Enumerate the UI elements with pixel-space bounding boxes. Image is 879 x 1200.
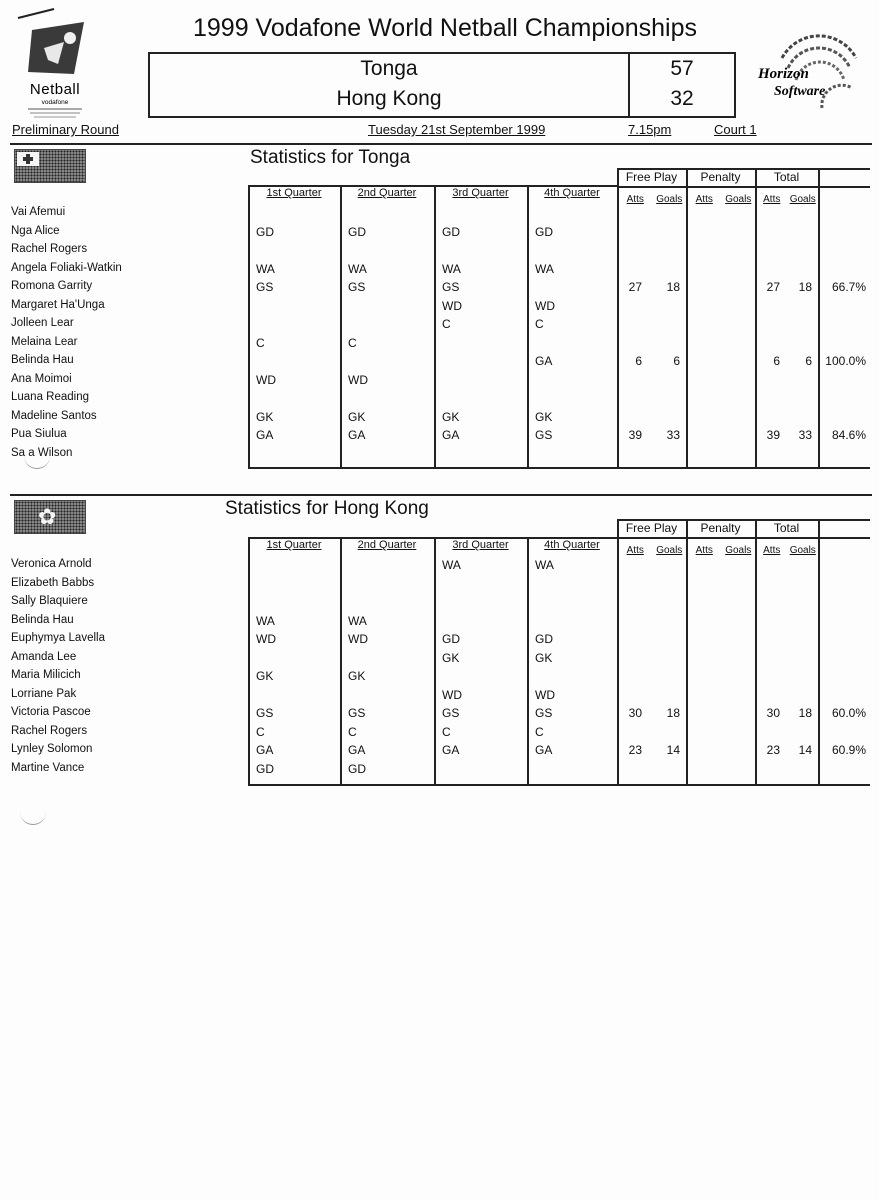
goals-cell: 33 [666,428,680,442]
away-score: 32 [670,87,694,110]
position-cell: GA [348,428,366,442]
punch-hole [20,808,46,825]
position-cell: GS [348,280,366,294]
position-cell: GK [348,409,366,424]
position-cell: GK [256,409,274,424]
table-grid-line [434,537,436,784]
player-name: Melaina Lear [11,335,78,348]
position-cell: GK [535,409,553,424]
player-name: Jolleen Lear [11,317,74,329]
position-cell: GK [348,669,366,683]
quarter-header: 1st Quarter [266,539,322,551]
position-cell: WD [442,687,462,702]
position-cell: C [442,724,451,739]
position-cell: WA [442,558,461,572]
atts-cell: 27 [628,280,642,294]
table-grid-line [818,168,820,186]
player-name: Romona Garrity [11,280,93,292]
atts-cell: 23 [628,743,642,757]
match-date: Tuesday 21st September 1999 [368,122,546,137]
atts-header: Atts [626,545,644,556]
percentage-cell: 84.6% [831,428,866,442]
horizon-word: Horizon [758,66,809,82]
player-name: Veronica Arnold [11,558,92,570]
player-name: Margaret Ha'Unga [11,298,105,311]
player-name: Sa a Wilson [11,446,73,459]
software-word: Software [774,84,826,99]
table-grid-line [617,537,870,539]
quarter-header: 4th Quarter [544,539,600,551]
player-name: Vai Afemui [11,206,66,218]
position-cell: GD [535,224,553,239]
atts-cell: 39 [766,428,780,442]
position-cell: C [256,335,265,350]
table-grid-line [617,186,870,188]
player-name: Ana Moimoi [11,372,72,385]
goals-header: Goals [656,194,683,205]
match-time: 7.15pm [628,122,672,137]
table-grid-line [755,186,757,467]
netball-logo [14,8,96,122]
position-cell: GA [535,354,553,368]
player-name: Euphymya Lavella [11,632,105,644]
player-name: Madeline Santos [11,409,97,422]
position-cell: GD [256,761,274,776]
goals-header: Goals [656,545,683,556]
atts-cell: 39 [628,428,642,442]
table-grid-line [527,537,529,784]
free-play-header: Free Play [625,521,678,535]
quarter-header: 1st Quarter [266,187,322,199]
atts-header: Atts [695,545,713,556]
away-team: Hong Kong [336,87,442,110]
position-cell: C [535,317,544,331]
quarter-header: 4th Quarter [544,187,600,199]
position-cell: GD [256,224,274,239]
table-grid-line [248,537,250,784]
player-name: Victoria Pascoe [11,706,91,718]
table-grid-line [686,537,688,784]
penalty-header: Penalty [700,521,741,535]
position-cell: C [442,317,451,331]
goals-header: Goals [725,545,752,556]
atts-header: Atts [763,545,781,556]
percentage-cell: 60.0% [831,706,866,720]
quarter-header: 3rd Quarter [452,539,509,551]
position-cell: WA [442,261,461,276]
position-cell: GA [442,428,460,442]
position-cell: WA [535,558,554,572]
horizon-software-logo [752,28,862,112]
player-name: Nga Alice [11,224,60,237]
position-cell: GK [256,669,274,683]
position-cell: GA [256,743,274,757]
position-cell: WA [348,613,367,628]
position-cell: C [348,724,357,739]
logo-sub: vodafone [41,99,69,106]
table-grid-line [686,186,688,467]
logo-word: Netball [29,81,81,98]
match-court: Court 1 [714,122,757,137]
table-grid-line [340,185,342,467]
goals-cell: 6 [673,354,680,368]
player-name: Elizabeth Babbs [11,576,95,589]
player-name: Rachel Rogers [11,724,88,737]
goals-cell: 33 [798,428,812,442]
position-cell: GK [442,650,460,665]
position-cell: WA [256,261,275,276]
position-cell: GS [256,280,274,294]
goals-cell: 6 [805,354,812,368]
table-grid-line [818,519,820,537]
position-cell: WA [348,261,367,276]
position-cell: C [256,724,265,739]
player-name: Amanda Lee [11,650,77,663]
section-divider [10,143,872,145]
goals-cell: 14 [666,743,680,757]
position-cell: WD [348,372,368,387]
player-name: Angela Foliaki-Watkin [11,261,122,274]
atts-cell: 30 [628,706,642,720]
player-name: Belinda Hau [11,354,74,366]
player-name: Lynley Solomon [11,743,93,755]
atts-cell: 6 [635,354,642,368]
table-grid-line [340,537,342,784]
table-grid-line [617,186,619,467]
position-cell: WA [256,613,275,628]
player-name: Martine Vance [11,761,85,774]
position-cell: GD [442,224,460,239]
atts-header: Atts [626,194,644,205]
section-title-hong-kong: Statistics for Hong Kong [225,498,429,519]
position-cell: GS [256,706,274,720]
position-cell: WD [256,372,276,387]
table-grid-line [248,784,870,786]
tonga-flag [14,149,86,183]
home-score: 57 [670,57,694,80]
atts-cell: 6 [773,354,780,368]
goals-header: Goals [725,194,752,205]
position-cell: C [535,724,544,739]
player-name: Sally Blaquiere [11,595,88,607]
total-header: Total [773,170,800,184]
position-cell: WA [535,261,554,276]
page-title: 1999 Vodafone World Netball Championships [192,14,698,42]
position-cell: GS [442,280,460,294]
position-cell: GD [348,761,366,776]
atts-header: Atts [695,194,713,205]
table-grid-line [248,185,250,467]
free-play-header: Free Play [625,170,678,184]
percentage-cell: 60.9% [831,743,866,757]
atts-cell: 30 [766,706,780,720]
position-cell: GS [535,428,553,442]
position-cell: C [348,335,357,350]
scoreboard [148,52,736,118]
position-cell: WD [256,632,276,646]
player-name: Belinda Hau [11,613,74,626]
total-header: Total [773,521,800,535]
table-grid-line [434,185,436,467]
position-cell: GA [348,743,366,757]
position-cell: WD [348,632,368,646]
quarter-header: 3rd Quarter [452,187,509,199]
position-cell: GA [256,428,274,442]
table-grid-line [248,467,870,469]
position-cell: WD [535,687,555,702]
position-cell: GD [535,632,553,646]
goals-header: Goals [789,194,816,205]
position-cell: GS [348,706,366,720]
match-round: Preliminary Round [12,122,119,137]
position-cell: GA [535,743,553,757]
player-name: Maria Milicich [11,669,81,681]
percentage-cell: 66.7% [831,280,866,294]
goals-cell: 14 [798,743,812,757]
position-cell: GD [442,632,460,646]
penalty-header: Penalty [700,170,741,184]
atts-cell: 27 [766,280,780,294]
section-title-tonga: Statistics for Tonga [250,147,411,168]
position-cell: GK [535,650,553,665]
atts-header: Atts [763,194,781,205]
percentage-cell: 100.0% [825,354,866,368]
goals-cell: 18 [666,280,680,294]
section-divider [10,494,872,496]
player-name: Pua Siulua [11,428,67,440]
position-cell: GS [442,706,460,720]
position-cell: GK [442,409,460,424]
goals-cell: 18 [666,706,680,720]
position-cell: GD [348,224,366,239]
atts-cell: 23 [766,743,780,757]
table-grid-line [527,185,529,467]
goals-cell: 18 [798,706,812,720]
position-cell: GA [442,743,460,757]
position-cell: WD [535,298,555,313]
home-team: Tonga [360,57,418,80]
player-name: Luana Reading [11,391,90,403]
player-name: Rachel Rogers [11,243,88,255]
quarter-header: 2nd Quarter [357,539,417,551]
quarter-header: 2nd Quarter [357,187,417,199]
goals-cell: 18 [798,280,812,294]
hong-kong-flag: ✿ [14,500,86,534]
goals-header: Goals [789,545,816,556]
position-cell: GS [535,706,553,720]
table-grid-line [818,186,820,467]
player-name: Lorriane Pak [11,687,77,700]
position-cell: WD [442,298,462,313]
